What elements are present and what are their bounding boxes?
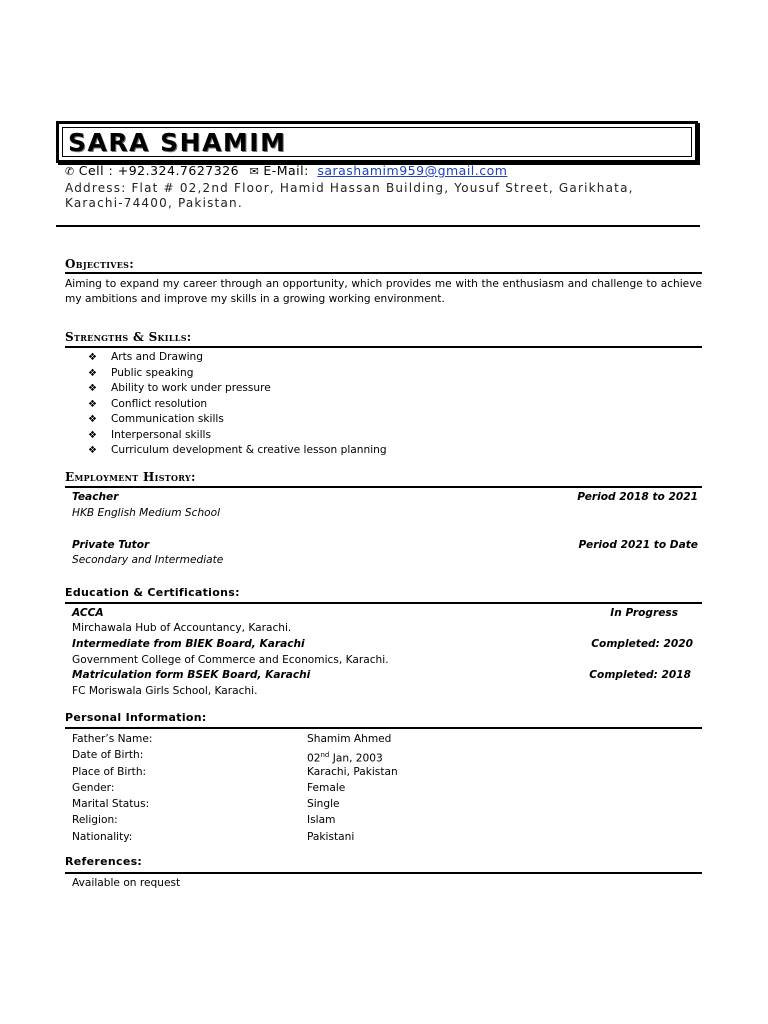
diamond-bullet-icon: ❖ [88,445,97,456]
diamond-bullet-icon: ❖ [88,367,97,379]
list-item: ❖ Arts and Drawing [88,350,387,366]
name-box [56,121,698,163]
field-value: Female [307,782,346,794]
diamond-bullet-icon: ❖ [88,398,97,410]
qualification-status: In Progress [610,607,678,619]
institute: Government College of Commerce and Economics, Karachi. [72,654,389,666]
job-period: Period 2021 to Date [578,539,698,551]
job-row [72,490,698,505]
envelope-icon: ✉ [249,165,260,178]
header-divider [56,225,700,227]
phone-icon: ✆ [65,165,75,178]
references-heading: References: [65,855,143,868]
qualification: Intermediate from BIEK Board, Karachi [72,638,305,650]
job-period: Period 2018 to 2021 [577,491,698,503]
field-value: Islam [307,814,336,826]
field-label: Father’s Name: [72,733,153,745]
institute: FC Moriswala Girls School, Karachi. [72,685,258,697]
list-item: ❖ Curriculum development & creative lesson planning [88,443,387,459]
job-org: Secondary and Intermediate [72,554,224,566]
field-label: Gender: [72,782,115,794]
list-item: ❖ Conflict resolution [88,397,387,413]
address-line-2: Karachi-74400, Pakistan. [65,196,243,210]
references-text: Available on request [72,877,181,889]
qualification-status: Completed: 2020 [591,638,693,650]
diamond-bullet-icon: ❖ [88,414,97,425]
diamond-bullet-icon: ❖ [88,352,97,363]
list-item: ❖ Public speaking [88,366,387,382]
objectives-divider [65,272,702,274]
education-row [72,637,698,652]
diamond-bullet-icon: ❖ [88,383,97,394]
qualification: Matriculation form BSEK Board, Karachi [72,669,311,681]
cell-number: Cell : +92.324.7627326 [78,163,240,178]
personal-heading: Personal Information: [65,711,207,724]
field-label: Religion: [72,814,118,826]
field-label: Marital Status: [72,798,150,810]
field-label: Date of Birth: [72,749,144,761]
email-link[interactable]: sarashamim959@gmail.com [317,163,508,178]
employment-divider [65,486,702,488]
field-value: Single [307,798,340,810]
objectives-heading: Objectives: [65,257,134,271]
institute: Mirchawala Hub of Accountancy, Karachi. [72,622,292,634]
list-item: ❖ Interpersonal skills [88,428,387,444]
education-row [72,606,698,621]
list-item: ❖ Ability to work under pressure [88,381,387,397]
job-role: Private Tutor [72,539,150,551]
diamond-bullet-icon: ❖ [88,429,97,441]
job-org: HKB English Medium School [72,507,221,519]
field-value: Shamim Ahmed [307,733,392,745]
education-heading: Education & Certifications: [65,586,240,599]
education-row [72,668,698,683]
field-value: 02nd Jan, 2003 [307,751,383,765]
field-value: Pakistani [307,831,355,843]
field-value: Karachi, Pakistan [307,766,398,778]
references-divider [65,872,702,874]
field-label: Place of Birth: [72,766,147,778]
address [65,181,665,211]
qualification: ACCA [72,607,104,619]
employment-heading: Employment History: [65,470,196,484]
skills-divider [65,346,702,348]
candidate-name: SARA SHAMIM [68,128,287,157]
contact-line [65,163,507,180]
job-role: Teacher [72,491,119,503]
qualification-status: Completed: 2018 [589,669,691,681]
list-item: ❖ Communication skills [88,412,387,428]
field-label: Nationality: [72,831,133,843]
personal-divider [65,727,702,729]
education-divider [65,602,702,604]
objectives-text: Aiming to expand my career through an opportunity, which provides me with the enthusiasm and challenge to achieve my ambitions and improve my skills in a growing working environment. [65,278,702,305]
email-label: E-Mail: [263,163,309,178]
skills-heading: Strengths & Skills: [65,330,192,344]
skills-list [88,350,387,459]
job-row [72,538,698,553]
address-line-1: Address: Flat # 02,2nd Floor, Hamid Hassan Building, Yousuf Street, Garikhata, [65,181,634,195]
